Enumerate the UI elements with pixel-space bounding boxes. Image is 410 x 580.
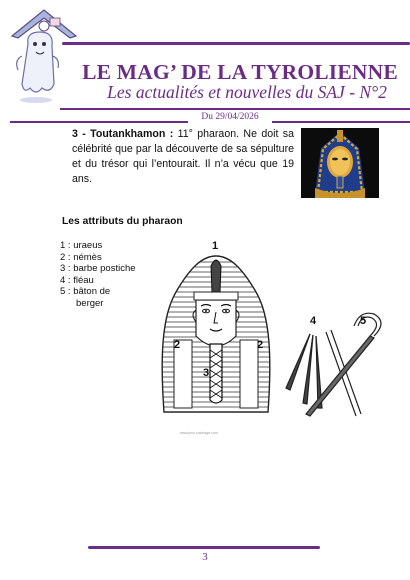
label-uraeus: 1 — [212, 240, 219, 252]
label-crook: 5 — [360, 315, 367, 327]
magazine-title: LE MAG’ DE LA TYROLIENNE — [82, 60, 398, 84]
article-paragraph — [72, 127, 294, 187]
image-credit: www.jeux-coloriage.com — [180, 431, 218, 435]
header-rule-top — [62, 42, 410, 45]
legend-item-1: 1 : uraeus — [60, 240, 103, 251]
label-nemes-left: 2 — [174, 339, 181, 351]
magazine-subtitle: Les actualités et nouvelles du SAJ - N°2 — [107, 82, 387, 102]
label-beard: 3 — [203, 367, 210, 379]
legend-item-5-cont: berger — [76, 297, 104, 309]
page-number: 3 — [202, 551, 208, 563]
header-rule-bottom — [60, 108, 410, 110]
pharaoh-diagram — [150, 236, 400, 432]
legend-item-2: 2 : némès — [60, 251, 102, 263]
label-nemes-right: 2 — [257, 339, 264, 351]
article-text: 11° pharaon. Ne doit sa célébrité que par la découverte de sa sépulture et du trésor qui l’entourait. Il n’a vécu que 19 ans. — [72, 128, 294, 185]
uraeus — [211, 260, 221, 292]
attributes-title: Les attributs du pharaon — [62, 216, 183, 227]
attributes-legend — [60, 240, 136, 310]
golden-mask-photo — [301, 128, 379, 198]
mascot-logo — [6, 4, 78, 106]
legend-item-5: 5 : bâton de — [60, 286, 111, 298]
footer-rule — [88, 546, 320, 549]
legend-item-4: 4 : fléau — [60, 274, 94, 286]
label-flail: 4 — [310, 315, 317, 327]
date-rule-left — [10, 121, 188, 123]
article-heading: 3 - Toutankhamon : — [72, 128, 174, 140]
issue-date: Du 29/04/2026 — [201, 112, 259, 122]
date-rule-right — [272, 121, 410, 123]
legend-item-3: 3 : barbe postiche — [60, 263, 136, 275]
flail — [286, 334, 322, 408]
